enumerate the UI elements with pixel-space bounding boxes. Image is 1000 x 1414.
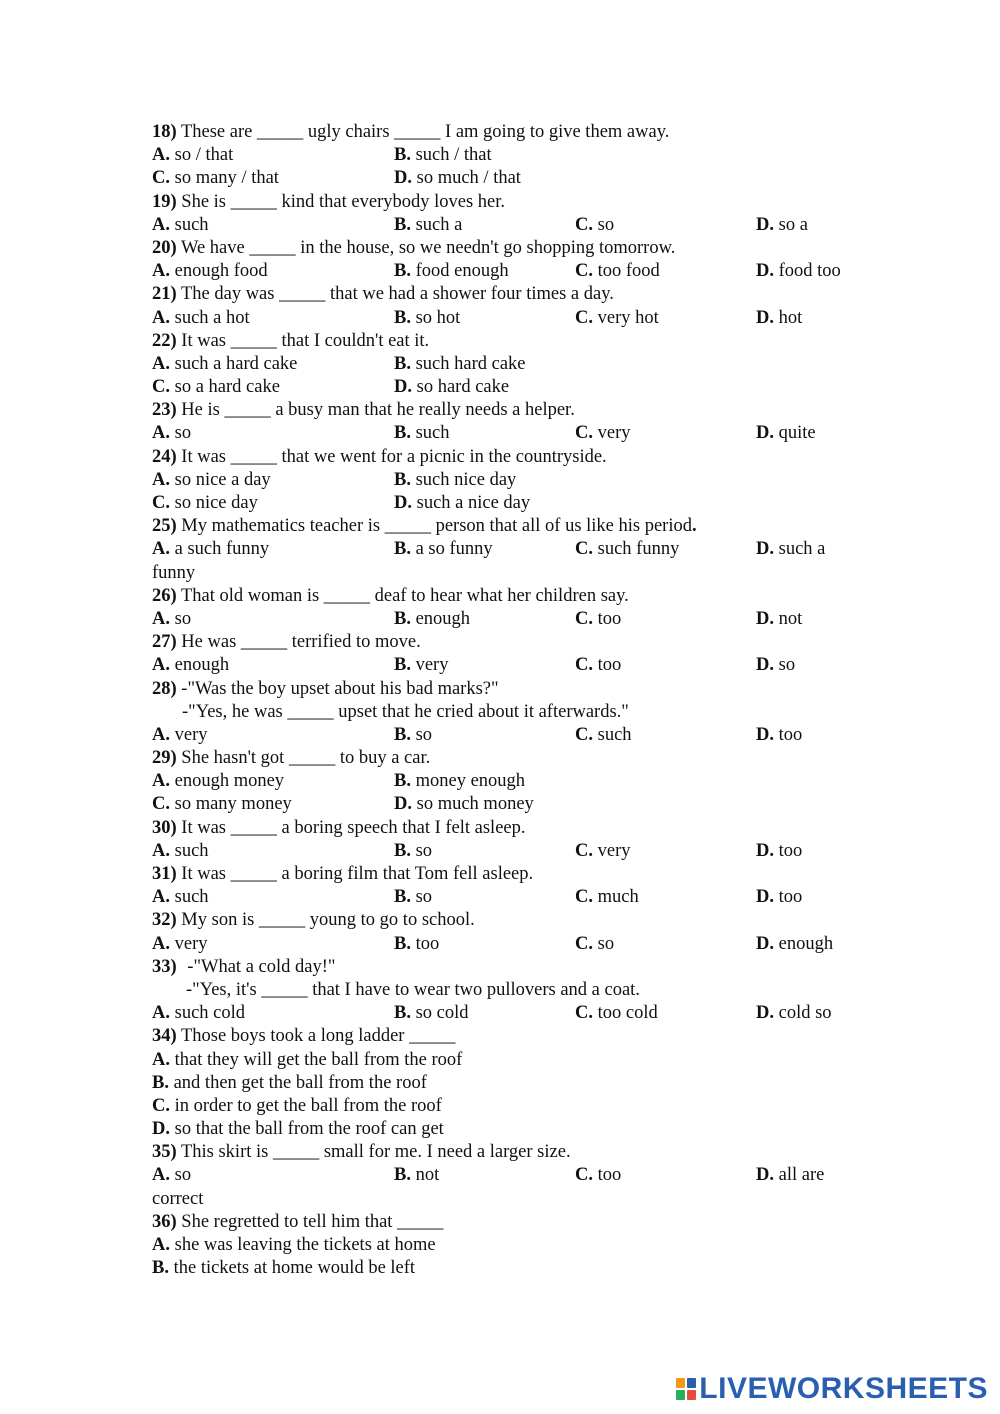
question-number: 34 )	[152, 1026, 177, 1046]
option-d[interactable]: D . food too	[756, 260, 841, 283]
option-c[interactable]: C . very	[575, 840, 631, 863]
option-wrap-text: funny	[152, 562, 196, 583]
question-31	[152, 863, 872, 886]
question-text: -"What a cold day!"	[187, 956, 336, 977]
options-row	[152, 307, 872, 330]
question-number: 24 )	[152, 447, 177, 467]
option-b[interactable]: B . such	[394, 422, 450, 445]
options-row	[152, 933, 872, 956]
option-d[interactable]: D . so that the ball from the roof can get	[152, 1118, 444, 1141]
option-c[interactable]: C . so a hard cake	[152, 376, 280, 399]
option-a[interactable]: A . very	[152, 933, 208, 956]
options-row	[152, 144, 872, 167]
option-b[interactable]: B . the tickets at home would be left	[152, 1257, 415, 1280]
question-26	[152, 585, 872, 608]
option-a[interactable]: A . so / that	[152, 144, 233, 167]
option-b[interactable]: B . and then get the ball from the roof	[152, 1072, 427, 1095]
option-d[interactable]: D . so	[756, 654, 795, 677]
option-c[interactable]: C . such funny	[575, 538, 679, 561]
question-text: It was _____ that we went for a picnic in the countryside.	[181, 446, 607, 467]
option-b[interactable]: B . so	[394, 840, 432, 863]
question-number: 19 )	[152, 192, 177, 212]
option-d[interactable]: D . such a nice day	[394, 492, 530, 515]
question-number: 26 )	[152, 586, 177, 606]
option-c[interactable]: C . too	[575, 654, 621, 677]
question-text: She is _____ kind that everybody loves her.	[181, 191, 506, 212]
options-row	[152, 353, 872, 376]
question-number: 21 )	[152, 284, 177, 304]
option-c[interactable]: C . very	[575, 422, 631, 445]
question-text: She hasn't got _____ to buy a car.	[181, 748, 431, 769]
question-23	[152, 399, 872, 422]
option-d[interactable]: D . so much / that	[394, 167, 521, 190]
option-b[interactable]: B . very	[394, 654, 448, 677]
option-a[interactable]: A . such a hard cake	[152, 353, 297, 376]
question-text: This skirt is _____ small for me. I need a larger size.	[180, 1142, 571, 1163]
option-d[interactable]: D . enough	[756, 933, 833, 956]
question-18	[152, 121, 872, 144]
question-text: My son is _____ young to go to school.	[181, 910, 475, 931]
option-a[interactable]: A . such	[152, 214, 209, 237]
option-b[interactable]: B . food enough	[394, 260, 509, 283]
question-22	[152, 330, 872, 353]
options-row	[152, 167, 872, 190]
option-b[interactable]: B . not	[394, 1164, 439, 1187]
liveworksheets-logo-icon	[675, 1376, 697, 1402]
option-a[interactable]: A . such a hot	[152, 307, 250, 330]
question-text: The day was _____ that we had a shower four times a day.	[180, 284, 614, 305]
question-continuation: -"Yes, it's _____ that I have to wear two pullovers and a coat.	[186, 979, 640, 1000]
question-text: He was _____ terrified to move.	[181, 632, 421, 653]
option-a[interactable]: A . so	[152, 1164, 191, 1187]
option-d[interactable]: D . all are	[756, 1164, 824, 1187]
option-wrap-text: correct	[152, 1188, 204, 1209]
option-a[interactable]: A . such	[152, 886, 209, 909]
question-continuation: -"Yes, he was _____ upset that he cried about it afterwards."	[182, 701, 629, 722]
question-number: 32 )	[152, 910, 177, 930]
options-row	[152, 1049, 872, 1072]
option-c[interactable]: C . too cold	[575, 1002, 658, 1025]
options-row	[152, 1257, 872, 1280]
option-a[interactable]: A . she was leaving the tickets at home	[152, 1234, 436, 1257]
question-36	[152, 1211, 872, 1234]
options-row	[152, 770, 872, 793]
options-row	[152, 1164, 872, 1187]
question-number: 28 )	[152, 679, 177, 699]
options-row	[152, 422, 872, 445]
option-d[interactable]: D . hot	[756, 307, 802, 330]
option-c[interactable]: C . so many / that	[152, 167, 279, 190]
option-b[interactable]: B . such / that	[394, 144, 492, 167]
option-c[interactable]: C . too	[575, 608, 621, 631]
question-text: -"Was the boy upset about his bad marks?"	[181, 678, 499, 699]
option-a[interactable]: A . such	[152, 840, 209, 863]
question-number: 33 )	[152, 957, 177, 977]
question-number: 22 )	[152, 331, 177, 351]
question-text: These are _____ ugly chairs _____ I am going to give them away.	[180, 122, 670, 142]
options-row	[152, 469, 872, 492]
option-b[interactable]: B . such hard cake	[394, 353, 526, 376]
question-25: 25 ) My mathematics teacher is _____ person that all of us like his period.	[152, 515, 872, 538]
question-32	[152, 909, 872, 932]
option-d[interactable]: D . so a	[756, 214, 808, 237]
options-row	[152, 886, 872, 909]
options-row	[152, 1002, 872, 1025]
question-number: 36 )	[152, 1212, 177, 1232]
options-row	[152, 608, 872, 631]
option-b[interactable]: B . enough	[394, 608, 470, 631]
question-text: My mathematics teacher is _____ person that all of us like his period	[181, 516, 692, 537]
question-number: 25 )	[152, 516, 177, 536]
option-c[interactable]: C . too	[575, 1164, 621, 1187]
option-a[interactable]: A . very	[152, 724, 208, 747]
question-text: Those boys took a long ladder _____	[180, 1026, 456, 1047]
option-d[interactable]: D . too	[756, 840, 802, 863]
question-number: 30 )	[152, 818, 177, 838]
option-d[interactable]: D . so hard cake	[394, 376, 509, 399]
brand-name: LIVEWORKSHEETS	[699, 1372, 988, 1405]
options-row	[152, 654, 872, 677]
option-c[interactable]: C . in order to get the ball from the roof	[152, 1095, 442, 1118]
question-text: It was _____ a boring film that Tom fell asleep.	[181, 864, 534, 884]
option-b[interactable]: B . money enough	[394, 770, 525, 793]
options-row	[152, 1095, 872, 1118]
question-number: 29 )	[152, 748, 177, 768]
question-number: 35 )	[152, 1142, 177, 1162]
option-c[interactable]: C . so many money	[152, 793, 292, 816]
question-21	[152, 283, 872, 306]
option-a[interactable]: A . enough	[152, 654, 229, 677]
option-d[interactable]: D . such a	[756, 538, 825, 561]
option-a[interactable]: A . so nice a day	[152, 469, 271, 492]
question-33	[152, 956, 872, 979]
options-row	[152, 1234, 872, 1257]
question-number: 20 )	[152, 238, 177, 258]
options-row	[152, 1072, 872, 1095]
option-a[interactable]: A . so	[152, 608, 191, 631]
option-c[interactable]: C . so	[575, 214, 614, 237]
options-row	[152, 793, 872, 816]
option-b[interactable]: B . so cold	[394, 1002, 469, 1025]
option-c[interactable]: C . such	[575, 724, 632, 747]
option-b[interactable]: B . so hot	[394, 307, 460, 330]
option-b[interactable]: B . too	[394, 933, 439, 956]
option-d[interactable]: D . not	[756, 608, 802, 631]
options-row	[152, 724, 872, 747]
question-20	[152, 237, 872, 260]
option-c[interactable]: C . very hot	[575, 307, 659, 330]
question-text: He is _____ a busy man that he really needs a helper.	[181, 400, 575, 421]
question-number: 18 )	[152, 122, 177, 142]
question-text: It was _____ a boring speech that I felt asleep.	[181, 817, 526, 838]
question-text: It was _____ that I couldn't eat it.	[181, 330, 430, 351]
option-a[interactable]: A . so	[152, 422, 191, 445]
options-row	[152, 214, 872, 237]
question-27	[152, 631, 872, 654]
option-d[interactable]: D . too	[756, 724, 802, 747]
options-row	[152, 260, 872, 283]
option-b[interactable]: B . such nice day	[394, 469, 516, 492]
option-b[interactable]: B . so	[394, 886, 432, 909]
worksheet	[152, 121, 872, 1280]
option-c[interactable]: C . so nice day	[152, 492, 258, 515]
option-d[interactable]: D . so much money	[394, 793, 534, 816]
options-row	[152, 840, 872, 863]
question-number: 31 )	[152, 864, 177, 884]
option-c[interactable]: C . so	[575, 933, 614, 956]
option-d[interactable]: D . too	[756, 886, 802, 909]
option-c[interactable]: C . too food	[575, 260, 660, 283]
question-35	[152, 1141, 872, 1164]
options-row	[152, 1118, 872, 1141]
question-text: That old woman is _____ deaf to hear what her children say.	[180, 585, 629, 606]
question-19	[152, 191, 872, 214]
options-row	[152, 538, 872, 561]
question-29	[152, 747, 872, 770]
option-c[interactable]: C . much	[575, 886, 639, 909]
question-text: She regretted to tell him that _____	[181, 1211, 444, 1232]
options-row	[152, 376, 872, 399]
option-a[interactable]: A . enough money	[152, 770, 284, 793]
option-a[interactable]: A . such cold	[152, 1002, 245, 1025]
question-number: 23 )	[152, 400, 177, 420]
option-a[interactable]: A . that they will get the ball from the roof	[152, 1049, 462, 1072]
option-a[interactable]: A . enough food	[152, 260, 268, 283]
question-28	[152, 678, 872, 701]
liveworksheets-logo[interactable]	[675, 1372, 988, 1406]
question-24	[152, 446, 872, 469]
option-b[interactable]: B . so	[394, 724, 432, 747]
question-30	[152, 817, 872, 840]
option-b[interactable]: B . a so funny	[394, 538, 493, 561]
option-b[interactable]: B . such a	[394, 214, 462, 237]
question-34	[152, 1025, 872, 1048]
option-d[interactable]: D . cold so	[756, 1002, 832, 1025]
option-a[interactable]: A . a such funny	[152, 538, 269, 561]
question-text: We have _____ in the house, so we needn't go shopping tomorrow.	[180, 237, 676, 258]
question-number: 27 )	[152, 632, 177, 652]
option-d[interactable]: D . quite	[756, 422, 816, 445]
options-row	[152, 492, 872, 515]
